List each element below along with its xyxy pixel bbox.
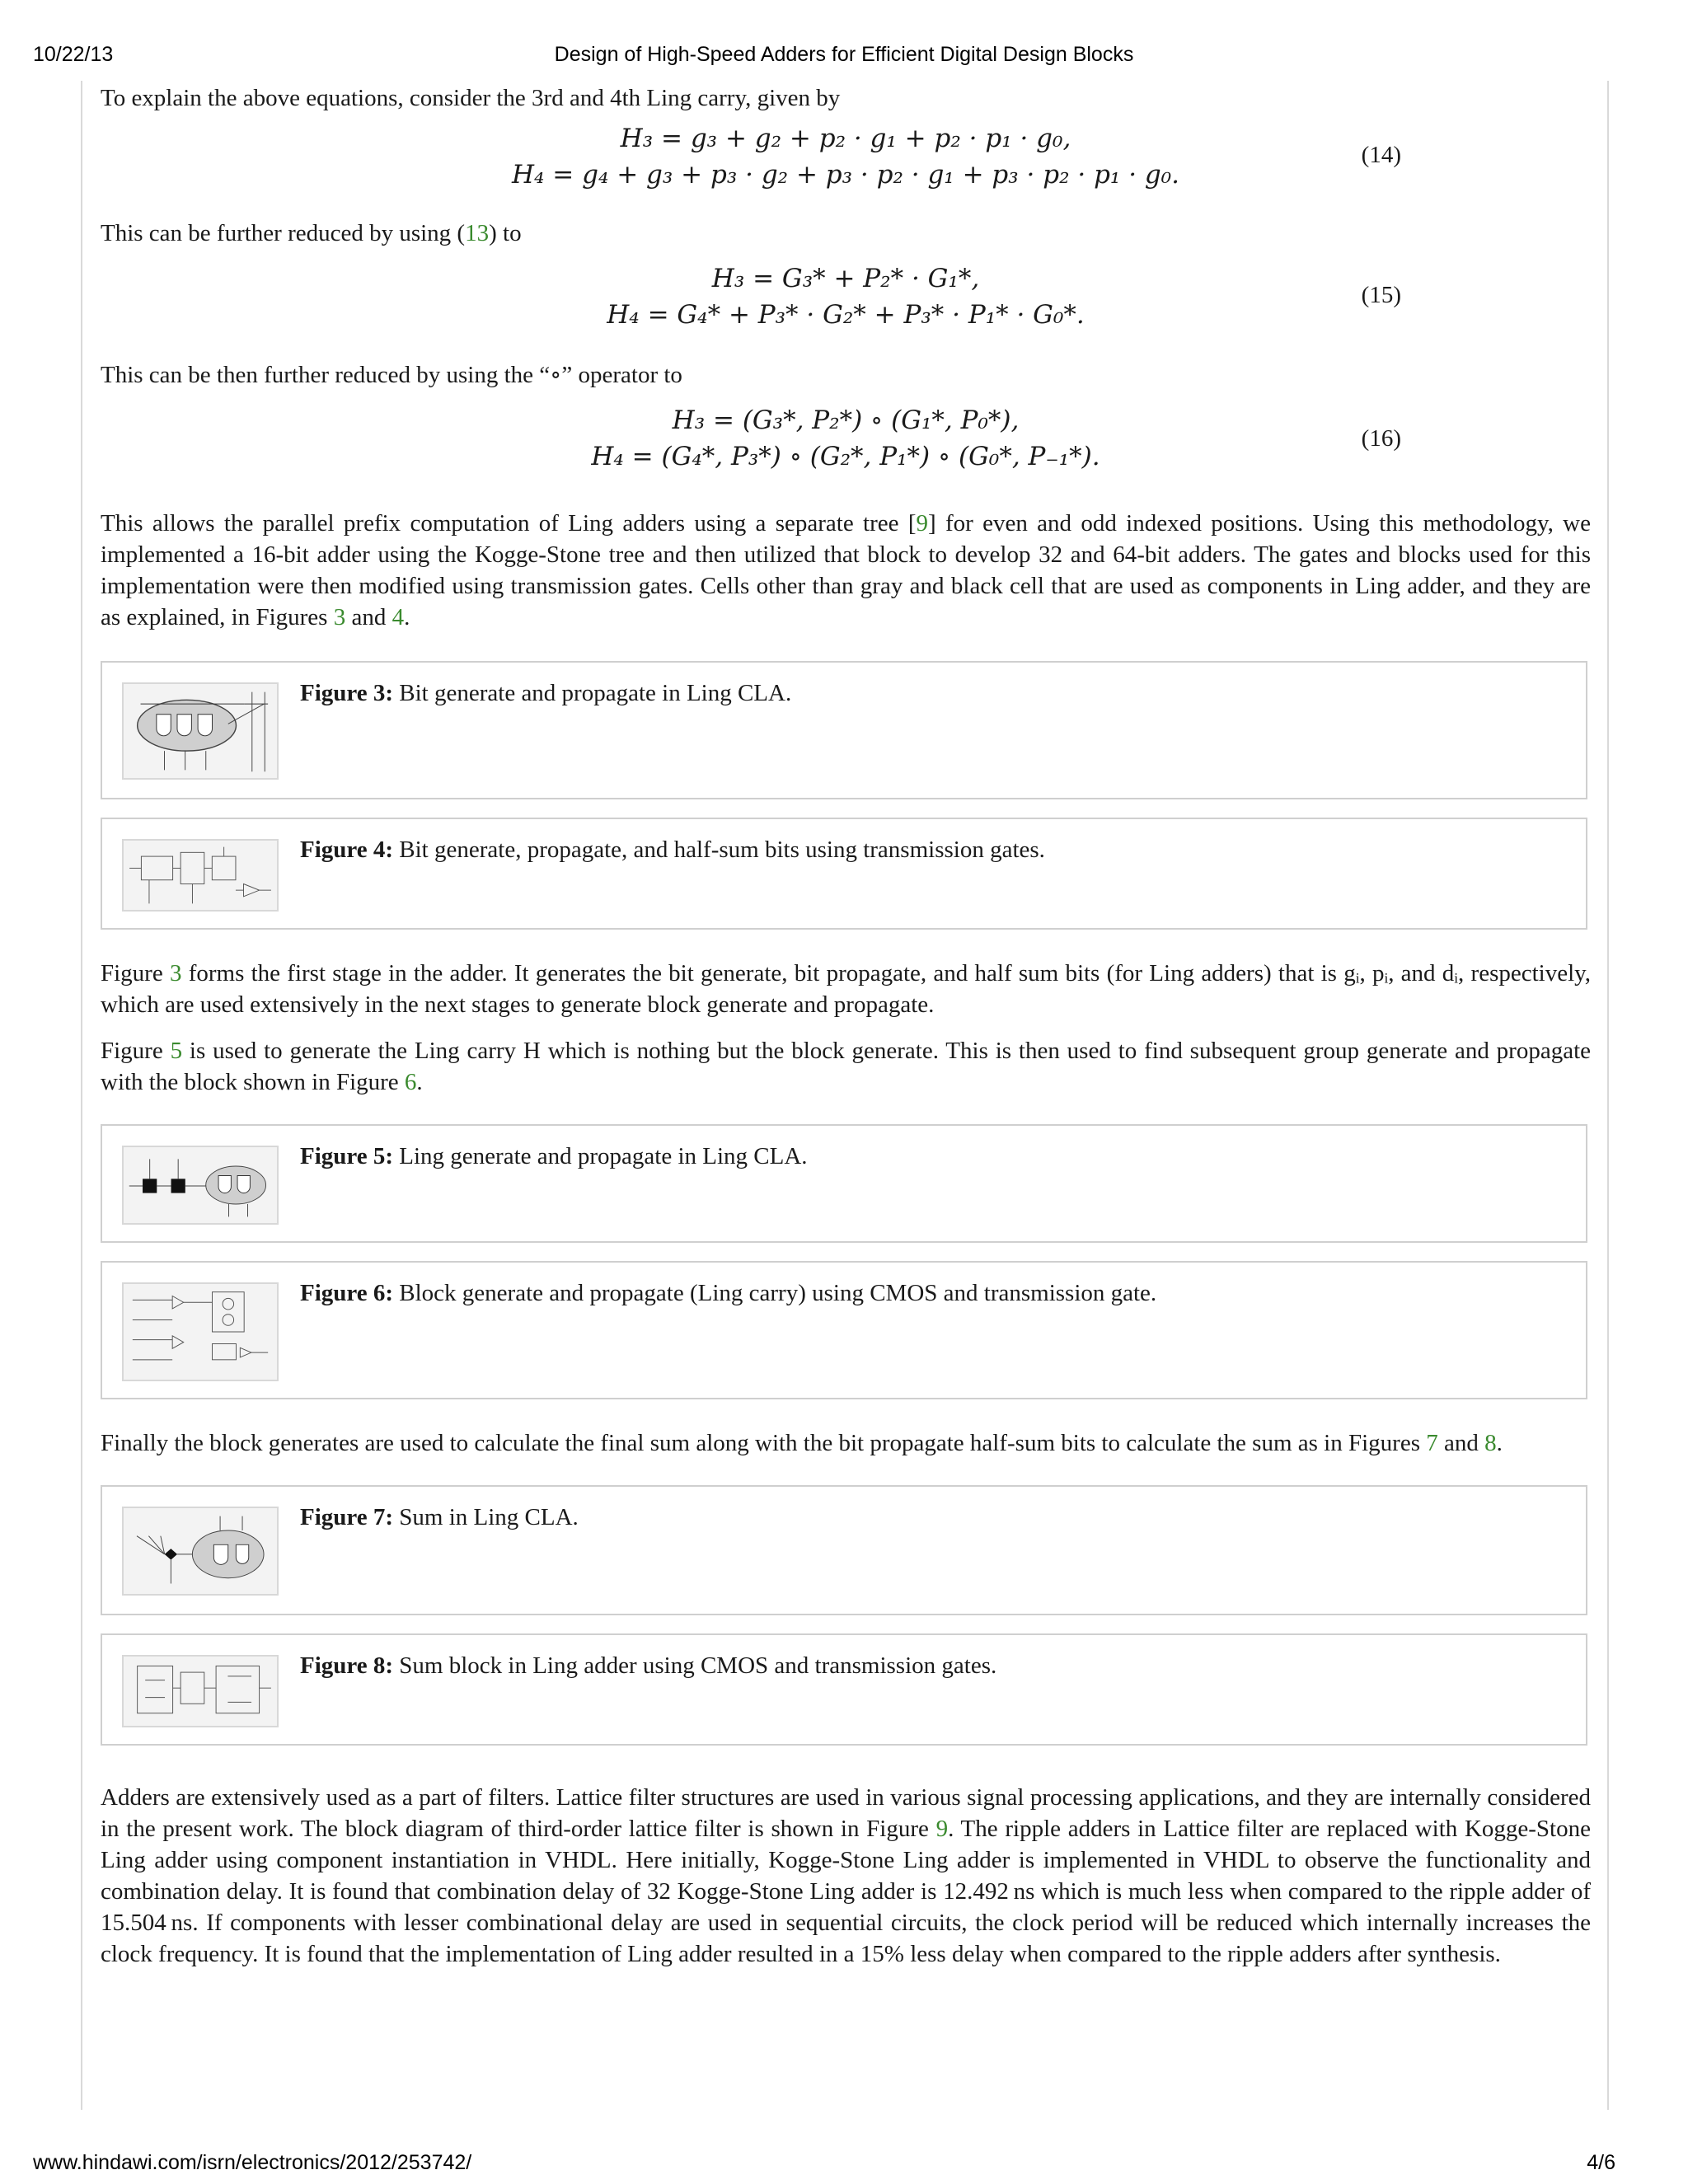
- figure-7-diagram: [124, 1508, 277, 1594]
- pfinal-text-b: and: [1437, 1430, 1485, 1456]
- figure-3-caption: [300, 677, 791, 709]
- pf5-text-b: is used to generate the Ling carry H which is nothing but the block generate. This is then used to find subsequent group generate and propagate with the block shown in Figure: [101, 1038, 1591, 1095]
- equation-14: [101, 120, 1591, 199]
- ref-figure-4[interactable]: 4: [392, 604, 405, 630]
- reduce-text: [101, 218, 1591, 249]
- figure-6-label: Figure 6:: [300, 1280, 394, 1306]
- figure-6-caption: [300, 1277, 1156, 1309]
- figure-8-label: Figure 8:: [300, 1652, 394, 1679]
- padders-text-a: Adders are extensively used as a part of filters. Lattice filter structures are used in various signal processing applications, and they are internally considered in the present work. The block diagram of third-order lattice filter is shown in Figure: [101, 1784, 1591, 1842]
- figure-8-diagram: [124, 1657, 277, 1726]
- figure-6-thumbnail[interactable]: [122, 1282, 279, 1381]
- figure-6-diagram: [124, 1284, 277, 1380]
- figure-8-box: [101, 1633, 1587, 1746]
- footer-page-number: 4/6: [1587, 2151, 1615, 2174]
- equation-14-line-2: H₄ = g₄ + g₃ + p₃ · g₂ + p₃ · p₂ · g₁ + p₃ · p₂ · p₁ · g₀.: [511, 160, 1180, 190]
- equation-14-number: (14): [1361, 142, 1401, 168]
- reduce-text-b: ) to: [489, 220, 522, 246]
- figure-3-label: Figure 3:: [300, 680, 394, 706]
- adders-filters-paragraph: [101, 1782, 1591, 1970]
- pf3-text-a: Figure: [101, 960, 170, 987]
- figure-3-diagram: [124, 684, 277, 778]
- figure-7-caption-text: Sum in Ling CLA.: [393, 1504, 579, 1530]
- figure-6-box: [101, 1261, 1587, 1399]
- figure-7-caption: [300, 1502, 579, 1533]
- figure-3-thumbnail[interactable]: [122, 682, 279, 780]
- ref-figure-9[interactable]: 9: [935, 1816, 949, 1842]
- equation-15-line-2: H₄ = G₄* + P₃* · G₂* + P₃* · P₁* · G₀*.: [607, 300, 1085, 330]
- ref-eq-13[interactable]: 13: [465, 220, 490, 246]
- right-margin-rule: [1607, 81, 1609, 2110]
- figure-6-caption-text: Block generate and propagate (Ling carry) using CMOS and transmission gate.: [393, 1280, 1157, 1306]
- intro-text: To explain the above equations, consider the 3rd and 4th Ling carry, given by: [101, 85, 841, 111]
- ref-figure-6[interactable]: 6: [404, 1069, 417, 1095]
- article-body: [101, 82, 1591, 1970]
- figure-8-thumbnail[interactable]: [122, 1655, 279, 1727]
- pp-text-d: .: [404, 604, 410, 630]
- figure-7-thumbnail[interactable]: [122, 1507, 279, 1596]
- figure-4-diagram: [124, 841, 277, 910]
- footer-url: www.hindawi.com/isrn/electronics/2012/253742/: [33, 2151, 472, 2174]
- pp-text-b: ] for even and odd indexed positions. Using this methodology, we implemented a 16-bit adder using the Kogge-Stone tree and then utilized that block to develop 32 and 64-bit adders. The gates and blocks used for this implementation were then modified using transmission gates. Cells other than gray and black cell that are used as components in Ling adder, and they are as explained, in Figures: [101, 510, 1591, 630]
- pfinal-text-a: Finally the block generates are used to calculate the final sum along with the bit propagate half-sum bits to calculate the sum as in Figures: [101, 1430, 1427, 1456]
- figure-8-caption: [300, 1650, 996, 1681]
- left-margin-rule: [81, 81, 82, 2110]
- ref-figure-5[interactable]: 5: [170, 1038, 183, 1064]
- pf3-text-b: forms the first stage in the adder. It generates the bit generate, bit propagate, and half sum bits (for Ling adders) that is gᵢ, pᵢ, and dᵢ, respectively, which are used extensively in the next stages to generate block generate and propagate.: [101, 960, 1592, 1018]
- figure-5-diagram: [124, 1147, 277, 1223]
- padders-text-b: . The ripple adders in Lattice filter are replaced with Kogge-Stone Ling adder using component instantiation in VHDL. Here initially, Kogge-Stone Ling adder is implemented in VHDL to observe the functionality and combination delay. It is found that combination delay of 32 Kogge-Stone Ling adder is 12.492 ns which is much less when compared to the ripple adder of 15.504 ns. If components with lesser combinational delay are used in sequential circuits, the clock period will be reduced which internally increases the clock frequency. It is found that the implementation of Ling adder resulted in a 15% less delay when compared to the ripple adders after synthesis.: [101, 1816, 1591, 1967]
- figure-5-thumbnail[interactable]: [122, 1146, 279, 1225]
- figure-7-label: Figure 7:: [300, 1504, 394, 1530]
- equation-15-line-1: H₃ = G₃* + P₂* · G₁*,: [711, 264, 980, 293]
- equation-14-line-1: H₃ = g₃ + g₂ + p₂ · g₁ + p₂ · p₁ · g₀,: [620, 124, 1071, 153]
- equation-15: [101, 260, 1591, 340]
- pfinal-text-c: .: [1496, 1430, 1503, 1456]
- ref-figure-7[interactable]: 7: [1426, 1430, 1438, 1456]
- final-sum-paragraph: [101, 1427, 1591, 1459]
- ref-9[interactable]: 9: [916, 510, 928, 537]
- ref-figure-8[interactable]: 8: [1484, 1430, 1497, 1456]
- ref-figure-3[interactable]: 3: [333, 604, 346, 630]
- figure-8-caption-text: Sum block in Ling adder using CMOS and transmission gates.: [393, 1652, 997, 1679]
- figure-3-box: [101, 661, 1587, 799]
- equation-16-number: (16): [1361, 425, 1401, 452]
- figure-5-caption-text: Ling generate and propagate in Ling CLA.: [393, 1143, 808, 1169]
- equation-16: [101, 402, 1591, 485]
- figure-5-paragraph: [101, 1035, 1591, 1098]
- figure-4-caption-text: Bit generate, propagate, and half-sum bits using transmission gates.: [393, 837, 1045, 863]
- header-date: 10/22/13: [33, 43, 114, 66]
- figure-3-caption-text: Bit generate and propagate in Ling CLA.: [393, 680, 792, 706]
- figure-5-box: [101, 1124, 1587, 1243]
- figure-4-thumbnail[interactable]: [122, 839, 279, 912]
- ref-figure-3-b[interactable]: 3: [169, 960, 182, 987]
- parallel-prefix-paragraph: [101, 508, 1591, 633]
- equation-15-number: (15): [1361, 282, 1401, 308]
- pf5-text-c: .: [416, 1069, 423, 1095]
- figure-5-label: Figure 5:: [300, 1143, 394, 1169]
- pf5-text-a: Figure: [101, 1038, 171, 1064]
- figure-4-caption: [300, 834, 1045, 865]
- figure-4-box: [101, 818, 1587, 930]
- figure-3-paragraph: [101, 958, 1591, 1020]
- equation-16-line-1: H₃ = (G₃*, P₂*) ∘ (G₁*, P₀*),: [672, 405, 1020, 435]
- figure-4-label: Figure 4:: [300, 837, 394, 863]
- reduce-text-a: This can be further reduced by using (: [101, 220, 466, 246]
- figure-7-box: [101, 1485, 1587, 1615]
- pp-text-c: and: [345, 604, 392, 630]
- equation-16-line-2: H₄ = (G₄*, P₃*) ∘ (G₂*, P₁*) ∘ (G₀*, P₋₁*).: [591, 442, 1100, 471]
- operator-text: This can be then further reduced by using the “∘” operator to: [101, 362, 682, 388]
- pp-text-a: This allows the parallel prefix computation of Ling adders using a separate tree [: [101, 510, 917, 537]
- header-title: Design of High-Speed Adders for Efficient Digital Design Blocks: [554, 43, 1134, 66]
- figure-5-caption: [300, 1141, 808, 1172]
